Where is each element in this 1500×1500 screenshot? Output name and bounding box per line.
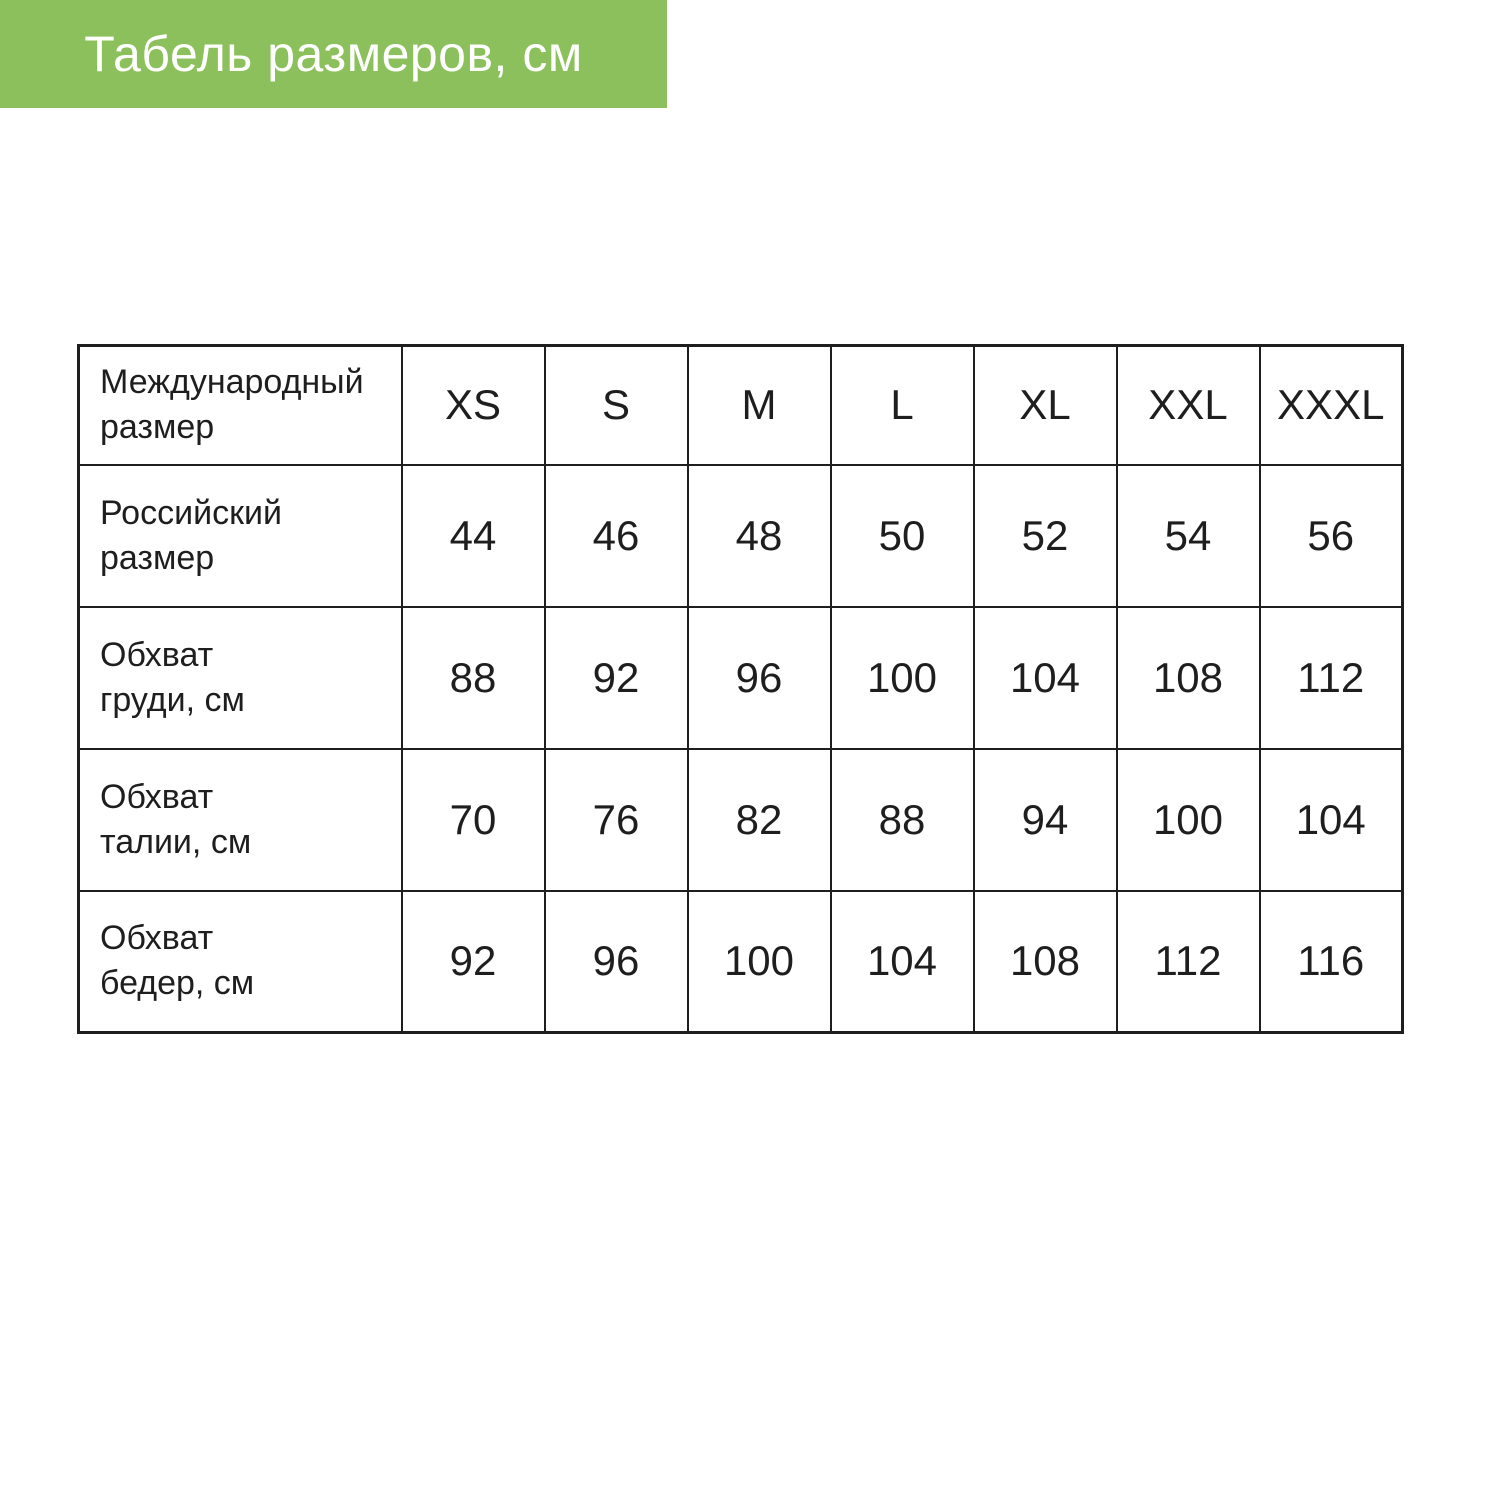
cell-russian-xl: 52 <box>974 465 1117 607</box>
row-label-line: размер <box>100 538 215 577</box>
row-label-line: Международный <box>100 363 364 402</box>
table-row-international-size <box>79 346 1403 465</box>
row-label-line: Обхват <box>100 919 214 958</box>
cell-waist-xxxl: 104 <box>1260 749 1403 891</box>
row-label-line: бедер, см <box>100 964 255 1003</box>
cell-international-l: L <box>831 346 974 465</box>
cell-chest-l: 100 <box>831 607 974 749</box>
cell-hips-l: 104 <box>831 891 974 1033</box>
cell-chest-xs: 88 <box>402 607 545 749</box>
cell-waist-xl: 94 <box>974 749 1117 891</box>
cell-chest-m: 96 <box>688 607 831 749</box>
cell-waist-s: 76 <box>545 749 688 891</box>
table-row-hips <box>79 891 1403 1033</box>
row-label-hips <box>79 891 402 1033</box>
cell-hips-s: 96 <box>545 891 688 1033</box>
cell-russian-xxl: 54 <box>1117 465 1260 607</box>
cell-waist-xxl: 100 <box>1117 749 1260 891</box>
cell-waist-m: 82 <box>688 749 831 891</box>
cell-waist-l: 88 <box>831 749 974 891</box>
cell-chest-xl: 104 <box>974 607 1117 749</box>
table-row-waist <box>79 749 1403 891</box>
cell-russian-xs: 44 <box>402 465 545 607</box>
cell-russian-s: 46 <box>545 465 688 607</box>
cell-russian-l: 50 <box>831 465 974 607</box>
row-label-line: талии, см <box>100 822 252 861</box>
cell-hips-m: 100 <box>688 891 831 1033</box>
cell-international-xxl: XXL <box>1117 346 1260 465</box>
size-table <box>77 344 1404 1034</box>
cell-russian-xxxl: 56 <box>1260 465 1403 607</box>
cell-hips-xs: 92 <box>402 891 545 1033</box>
row-label-chest <box>79 607 402 749</box>
table-row-chest <box>79 607 1403 749</box>
cell-hips-xxxl: 116 <box>1260 891 1403 1033</box>
row-label-line: размер <box>100 408 215 447</box>
row-label-line: Обхват <box>100 635 214 674</box>
title-banner <box>0 0 667 108</box>
row-label-waist <box>79 749 402 891</box>
cell-russian-m: 48 <box>688 465 831 607</box>
row-label-international-size <box>79 346 402 465</box>
row-label-line: груди, см <box>100 680 245 719</box>
cell-hips-xl: 108 <box>974 891 1117 1033</box>
cell-chest-xxxl: 112 <box>1260 607 1403 749</box>
cell-hips-xxl: 112 <box>1117 891 1260 1033</box>
cell-chest-s: 92 <box>545 607 688 749</box>
cell-chest-xxl: 108 <box>1117 607 1260 749</box>
table-row-russian-size <box>79 465 1403 607</box>
page-title: Табель размеров, см <box>84 26 583 82</box>
cell-international-xxxl: XXXL <box>1260 346 1403 465</box>
cell-international-s: S <box>545 346 688 465</box>
cell-waist-xs: 70 <box>402 749 545 891</box>
row-label-line: Российский <box>100 493 282 532</box>
row-label-line: Обхват <box>100 777 214 816</box>
row-label-russian-size <box>79 465 402 607</box>
cell-international-m: M <box>688 346 831 465</box>
cell-international-xl: XL <box>974 346 1117 465</box>
cell-international-xs: XS <box>402 346 545 465</box>
